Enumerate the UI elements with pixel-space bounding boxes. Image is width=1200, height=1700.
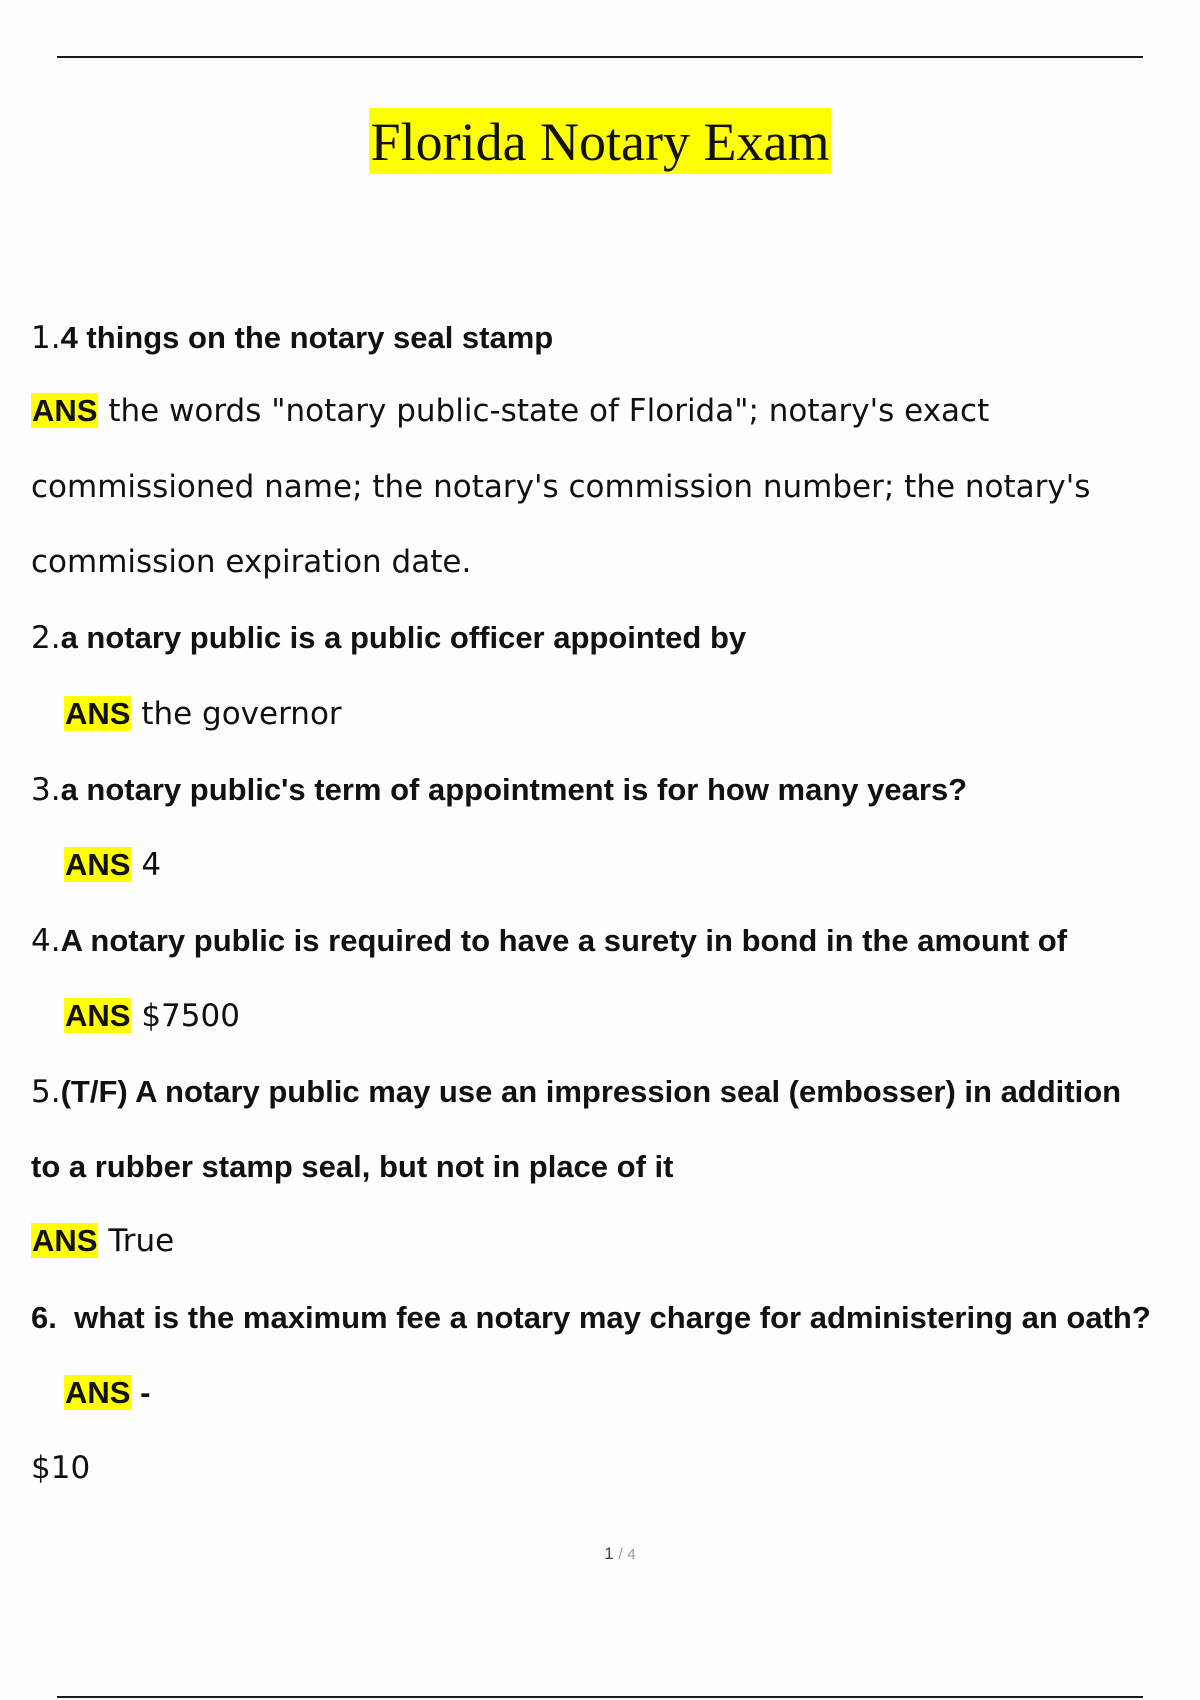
title-container [0,108,1200,174]
question-text: a notary public is a public officer appointed by [60,620,747,655]
document-title: Florida Notary Exam [369,108,832,174]
top-rule [57,56,1143,58]
answer-1-line-3 [31,542,471,582]
question-2 [31,618,746,658]
answer-text: commission expiration date. [31,544,472,580]
question-text: 4 things on the notary seal stamp [60,320,554,355]
question-text: what is the maximum fee a notary may charge for administering an oath? [74,1300,1151,1335]
ans-label: ANS [65,1375,131,1410]
bottom-rule [57,1696,1143,1698]
question-4 [31,921,1067,961]
answer-text: the governor [141,696,342,732]
ans-label: ANS [65,696,131,731]
answer-text: $7500 [141,998,240,1034]
answer-text: commissioned name; the notary's commission number; the notary's [31,469,1091,505]
question-number: 1. [31,320,61,356]
question-number: 3. [31,772,61,808]
answer-6 [64,1373,150,1413]
page-total: 4 [627,1546,636,1563]
answer-2 [64,694,342,734]
answer-text: True [108,1223,175,1259]
question-number: 2. [31,620,61,656]
question-5-line-2 [31,1147,673,1187]
question-1 [31,318,553,358]
answer-5 [31,1221,174,1261]
question-text: to a rubber stamp seal, but not in place of it [31,1149,674,1184]
page-indicator [0,1544,1200,1564]
page-separator: / [618,1546,623,1563]
question-number: 5. [31,1074,61,1110]
question-number: 4. [31,923,61,959]
answer-text: 4 [141,847,162,883]
question-5-line-1 [31,1072,1121,1112]
question-number: 6. [31,1300,57,1335]
answer-1-line-2 [31,467,1090,507]
question-6 [31,1298,1200,1338]
question-3 [31,770,967,810]
page-current: 1 [604,1544,614,1563]
answer-text: the words "notary public-state of Florida"; notary's exact [108,393,990,429]
answer-dash: - [140,1375,151,1410]
ans-label: ANS [65,847,131,882]
ans-label: ANS [65,998,131,1033]
answer-4 [64,996,240,1036]
question-text: A notary public is required to have a surety in bond in the amount of [60,923,1068,958]
answer-3 [64,845,161,885]
answer-text: $10 [31,1450,91,1486]
answer-6-continued [31,1448,90,1488]
answer-1-line-1 [31,391,989,431]
question-text: (T/F) A notary public may use an impression seal (embosser) in addition [60,1074,1122,1109]
ans-label: ANS [32,1223,98,1258]
ans-label: ANS [32,393,98,428]
question-text: a notary public's term of appointment is for how many years? [60,772,968,807]
